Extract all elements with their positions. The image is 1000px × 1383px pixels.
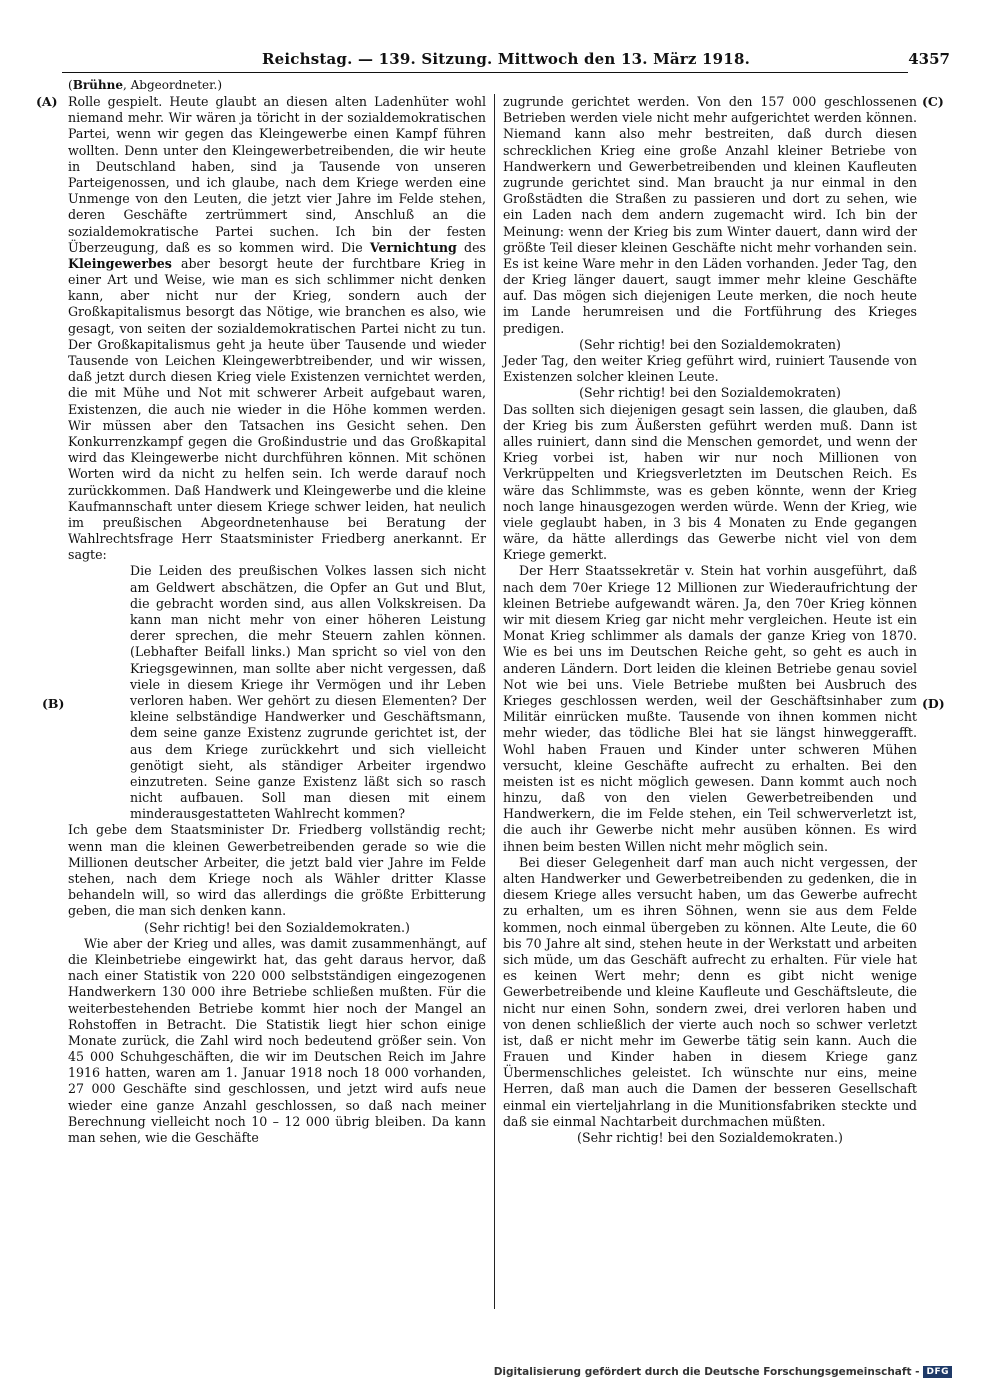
interjection-right-3: (Sehr richtig! bei den Sozialdemokraten.) [577, 1130, 843, 1145]
header-rule [62, 72, 908, 73]
left-paragraph-1-text: Rolle gespielt. Heute glaubt an diesen alten Ladenhüter wohl niemand mehr. Wir wären ja töricht in der sozialdemokratischen Partei, wenn wir gegen das Kleingewerbe einen Kampf führen wollten. Denn unter den Kleingewerbetreibenden, die wir heute in Deutschland haben, sind ja Tausende von unseren Parteigenossen, und ich glaube, nach dem Kriege werden eine Unmenge von den Leuten, die jetzt vier Jahre im Felde stehen, deren Geschäfte zertrümmert sind, Anschluß an die sozialdemokratische Partei suchen. Ich bin der festen Überzeugung, daß es so kommen wird. Die [68, 94, 486, 255]
interjection-left-1: (Sehr richtig! bei den Sozialdemokraten.) [144, 919, 410, 935]
speaker-name: Brühne [72, 78, 123, 92]
left-paragraph-1-tail: aber besorgt heute der furchtbare Krieg in einer Art und Weise, wie man es sich schlimmer nicht denken kann, aber nicht nur der Krieg, sondern auch der Großkapitalismus besorgt das Nötige, wie branchen es also, wie gesagt, von seiten der sozialdemokratischen Partei nicht zu tun. Der Großkapitalismus geht ja heute über Tausende und wieder Tausende von Leichen Kleingewerbtreibender, und wir wissen, daß jetzt durch diesen Krieg viele Existenzen vernichtet werden, die mit Mühe und Not mit schwerer Arbeit aufgebaut waren, Existenzen, die auch nie wieder in die Höhe kommen werden. Wir müssen aber den Tatsachen ins Gesicht sehen. Den Konkurrenzkampf gegen die Großindustrie und das Großkapital wird das Kleingewerbe nicht durchführen können. Mit schönen Worten wird da nicht zu helfen sein. Ich werde darauf noch zurückkommen. Daß Handwerk und Kleingewerbe und die kleine Kaufmannschaft unter diesem Kriege schwer leiden, hat neulich im preußischen Abgeordnetenhause bei Beratung der Wahlrechtsfrage Herr Staatsminister Friedberg anerkannt. Er sagte: [68, 255, 486, 563]
emphasis-vernichtung: Vernichtung [369, 239, 457, 255]
speaker-role: , Abgeordneter. [122, 78, 218, 92]
margin-letter-c: (C) [922, 94, 944, 109]
footer-credit [494, 1366, 952, 1378]
left-paragraph-1 [68, 94, 486, 563]
right-column [503, 94, 917, 1146]
right-paragraph-1: zugrunde gerichtet werden. Von den 157 000 geschlossenen Betrieben werden viele nicht mehr aufgerichtet werden können. Niemand kann also mehr bestreiten, daß durch diesen schrecklichen Krieg eine große Anzahl kleiner Betriebe von Handwerkern und Gewerbetreibenden und kleinen Kaufleuten zugrunde gerichtet sind. Man braucht ja nur einmal in den Großstädten die Straßen zu passieren und dort zu sehen, wie ein Laden nach dem andern zugemacht wird. Ich bin der Meinung: wenn der Krieg bis zum Winter dauert, dann wird der größte Teil dieser kleinen Geschäfte nicht mehr vorhanden sein. Es ist keine Ware mehr in den Läden vorhanden. Jeder Tag, den der Krieg länger dauert, saugt immer mehr kleine Geschäfte auf. Das mögen sich diejenigen Leute merken, die noch heute im Lande herumreisen und die Fortführung des Krieges predigen. [503, 94, 917, 336]
interjection-right-2: (Sehr richtig! bei den Sozialdemokraten) [579, 385, 841, 401]
column-divider [494, 94, 495, 1309]
margin-letter-a: (A) [36, 94, 58, 109]
page-number: 4357 [908, 50, 950, 68]
right-paragraph-4: Der Herr Staatssekretär v. Stein hat vorhin ausgeführt, daß nach dem 70er Kriege 12 Millionen zur Wiederaufrichtung der kleinen Betriebe aufgewandt wären. Ja, den 70er Krieg können wir mit diesem Krieg gar nicht mehr vergleichen. Heute ist ein Monat Krieg schlimmer als damals der ganze Krieg von 1870. Wie es bei uns im Deutschen Reiche geht, so geht es auch in anderen Ländern. Dort leiden die kleinen Betriebe genau soviel Not wie bei uns. Viele Betriebe mußten bei Ausbruch des Krieges geschlossen werden, weil der Geschäftsinhaber zum Militär einrücken mußte. Tausende von ihnen kommen nicht mehr wieder, das tödliche Blei hat sie längst hinweggerafft. Wohl haben Frauen und Kinder unter schweren Mühen versucht, kleine Geschäfte aufrecht zu erhalten. Bei den meisten ist es nicht möglich gewesen. Dann kommt auch noch hinzu, daß von den vielen Gewerbetreibenden und Handwerkern, die im Felde stehen, ein Teil schwerverletzt ist, die auch ihr Gewerbe nicht mehr ausüben können. Es wird ihnen beim besten Willen nicht mehr möglich sein. [503, 563, 917, 854]
right-paragraph-5: Bei dieser Gelegenheit darf man auch nicht vergessen, der alten Handwerker und Gewerbetreibenden zu gedenken, die in diesem Kriege alles versucht haben, um das Gewerbe aufrecht zu erhalten, um es ihren Söhnen, wenn sie aus dem Felde kommen, noch einmal übergeben zu können. Alte Leute, die 60 bis 70 Jahre alt sind, stehen heute in der Werkstatt und arbeiten sich müde, um das Geschäft aufrecht zu erhalten. Für viele hat es keinen Wert mehr; denn es gibt nicht wenige Gewerbetreibende und kleine Kaufleute und Geschäftsleute, die nicht nur einen Sohn, sondern zwei, drei verloren haben und von denen schließlich der vierte auch noch so schwer verletzt ist, daß er nicht mehr im Gewerbe tätig sein kann. Auch die Frauen und Kinder haben in diesem Kriege ganz Übermenschliches geleistet. Ich wünschte nur eins, meine Herren, daß man auch die Damen der besseren Gesellschaft einmal ein vierteljahrlang in die Munitionsfabriken steckte und daß sie einmal Nachtarbeit durchmachen müßten. [503, 854, 917, 1129]
friedberg-quote: Die Leiden des preußischen Volkes lassen sich nicht am Geldwert abschätzen, die Opfer an Gut und Blut, die gebracht worden sind, aus allen Volkskreisen. Da kann man nicht mehr von einer höheren Leistung derer sprechen, die mehr Steuern zahlen können. (Lebhafter Beifall links.) Man spricht so viel von den Kriegsgewinnen, man sollte aber nicht vergessen, daß viele in diesem Kriege ihr Vermögen und ihr Leben verloren haben. Wer gehört zu diesen Elementen? Der kleine selbständige Handwerker und Geschäftsmann, dem seine ganze Existenz zugrunde gerichtet ist, der aus dem Kriege zurückkehrt und sich vielleicht genötigt sieht, als ständiger Arbeiter irgendwo einzutreten. Seine ganze Existenz läßt sich so rasch nicht aufbauen. Soll man diesen mit einem minderausgestatteten Wahlrecht kommen? [130, 563, 486, 822]
left-paragraph-2: Ich gebe dem Staatsminister Dr. Friedberg vollständig recht; wenn man die kleinen Gewerbetreibenden gerade so wie die Millionen deutscher Arbeiter, die jetzt bald vier Jahre im Felde stehen, nach dem Kriege noch als Wähler dritter Klasse behandeln will, so wird das allerdings die größte Erbitterung geben, die man sich denken kann. [68, 822, 486, 919]
emphasis-kleingewerbes: Kleingewerbes [68, 255, 172, 271]
left-paragraph-3: Wie aber der Krieg und alles, was damit zusammenhängt, auf die Kleinbetriebe eingewirkt hat, das geht daraus hervor, daß nach einer Statistik von 220 000 selbstständigen eingezogenen Handwerkern 130 000 ihre Betriebe schließen mußten. Für die weiterbestehenden Betriebe kommt hier noch der Mangel an Rohstoffen in Betracht. Die Statistik liegt hier schon einige Monate zurück, die Zahl wird noch bedeutend größer sein. Von 45 000 Schuhgeschäften, die wir im Deutschen Reich im Jahre 1916 hatten, waren am 1. Januar 1918 noch 18 000 vorhanden, 27 000 Geschäfte sind geschlossen, und jetzt wird aufs neue wieder eine ganze Anzahl geschlossen, so daß nach meiner Berechnung vielleicht noch 10 – 12 000 übrig bleiben. Da kann man sehen, wie die Geschäfte [68, 935, 486, 1145]
margin-letter-d: (D) [922, 696, 945, 711]
speaker-tag: (Brühne, Abgeordneter.) [68, 78, 223, 92]
footer-credit-text: Digitalisierung gefördert durch die Deutsche Forschungsgemeinschaft - [493, 1366, 920, 1378]
right-paragraph-3: Das sollten sich diejenigen gesagt sein lassen, die glauben, daß der Krieg bis zum Äußersten geführt werden muß. Dann ist alles ruiniert, dann sind die Menschen gemordet, und wenn der Krieg vorbei ist, haben wir nur noch Millionen von Verkrüppelten und Kriegsverletzten im Deutschen Reich. Es wäre das Schlimmste, was es geben könnte, wenn der Krieg noch lange hinausgezogen werden würde. Wenn der Krieg, wie viele geglaubt haben, in 3 bis 4 Monaten zu Ende gegangen wäre, da hätte allerdings das Gewerbe nicht viel von dem Kriege gemerkt. [503, 401, 917, 563]
running-title: Reichstag. — 139. Sitzung. Mittwoch den 13. März 1918. [261, 50, 751, 68]
interjection-right-1: (Sehr richtig! bei den Sozialdemokraten) [579, 336, 841, 352]
page-header [62, 50, 950, 70]
right-paragraph-2: Jeder Tag, den weiter Krieg geführt wird, ruiniert Tausende von Existenzen solcher kleinen Leute. [503, 353, 917, 385]
margin-letter-b: (B) [42, 696, 65, 711]
left-column [68, 94, 486, 1146]
left-paragraph-1-mid: des [456, 239, 486, 255]
dfg-logo: DFG [923, 1366, 952, 1378]
